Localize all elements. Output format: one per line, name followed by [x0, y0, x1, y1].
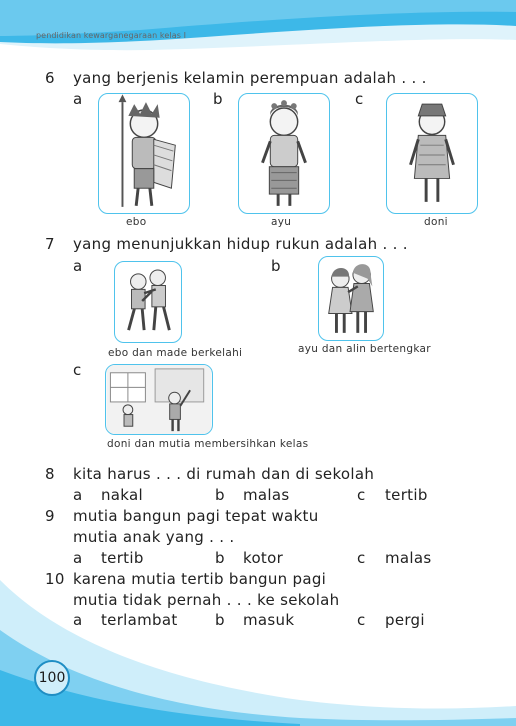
question-text: karena mutia tertib bangun pagi — [73, 570, 327, 588]
image-caption: doni dan mutia membersihkan kelas — [107, 438, 309, 450]
option-letter: a — [73, 549, 83, 567]
question-text: mutia tidak pernah . . . ke sekolah — [73, 591, 340, 609]
page-number-badge: 100 — [34, 660, 70, 696]
image-caption: ebo — [126, 216, 147, 228]
running-header: pendidikan kewarganegaraan kelas I — [36, 31, 187, 40]
option-letter: c — [357, 611, 366, 629]
option-text: malas — [385, 549, 432, 567]
option-letter: b — [215, 611, 225, 629]
option-letter: b — [215, 549, 225, 567]
option-text: masuk — [243, 611, 295, 629]
kids-cleaning-classroom-illustration — [105, 364, 213, 435]
option-letter: c — [357, 549, 366, 567]
option-letter: a — [73, 611, 83, 629]
image-caption: ayu — [271, 216, 292, 228]
option-text: terlambat — [101, 611, 178, 629]
option-text: pergi — [385, 611, 425, 629]
option-text: tertib — [385, 486, 428, 504]
question-text: kita harus . . . di rumah dan di sekolah — [73, 465, 375, 483]
question-text: yang berjenis kelamin perempuan adalah . . . — [73, 69, 427, 87]
question-text: mutia bangun pagi tepat waktu — [73, 507, 319, 525]
option-letter: a — [73, 90, 83, 108]
option-text: kotor — [243, 549, 284, 567]
question-number: 7 — [45, 235, 55, 253]
boy-traditional-illustration — [386, 93, 478, 214]
option-text: malas — [243, 486, 290, 504]
question-number: 8 — [45, 465, 55, 483]
boys-fighting-illustration — [114, 261, 182, 343]
question-number: 10 — [45, 570, 65, 588]
question-text: mutia anak yang . . . — [73, 528, 235, 546]
question-number: 6 — [45, 69, 55, 87]
option-letter: b — [215, 486, 225, 504]
girl-traditional-illustration — [238, 93, 330, 214]
option-letter: c — [355, 90, 364, 108]
image-caption: ayu dan alin bertengkar — [298, 343, 431, 355]
option-letter: c — [73, 361, 82, 379]
boy-warrior-illustration — [98, 93, 190, 214]
option-letter: a — [73, 257, 83, 275]
header-wave-decoration — [0, 0, 516, 60]
option-letter: a — [73, 486, 83, 504]
girls-quarrelling-illustration — [318, 256, 384, 341]
image-caption: doni — [424, 216, 448, 228]
option-text: tertib — [101, 549, 144, 567]
option-text: nakal — [101, 486, 143, 504]
option-letter: b — [271, 257, 281, 275]
option-letter: b — [213, 90, 223, 108]
question-text: yang menunjukkan hidup rukun adalah . . . — [73, 235, 408, 253]
question-number: 9 — [45, 507, 55, 525]
image-caption: ebo dan made berkelahi — [108, 347, 243, 359]
option-letter: c — [357, 486, 366, 504]
